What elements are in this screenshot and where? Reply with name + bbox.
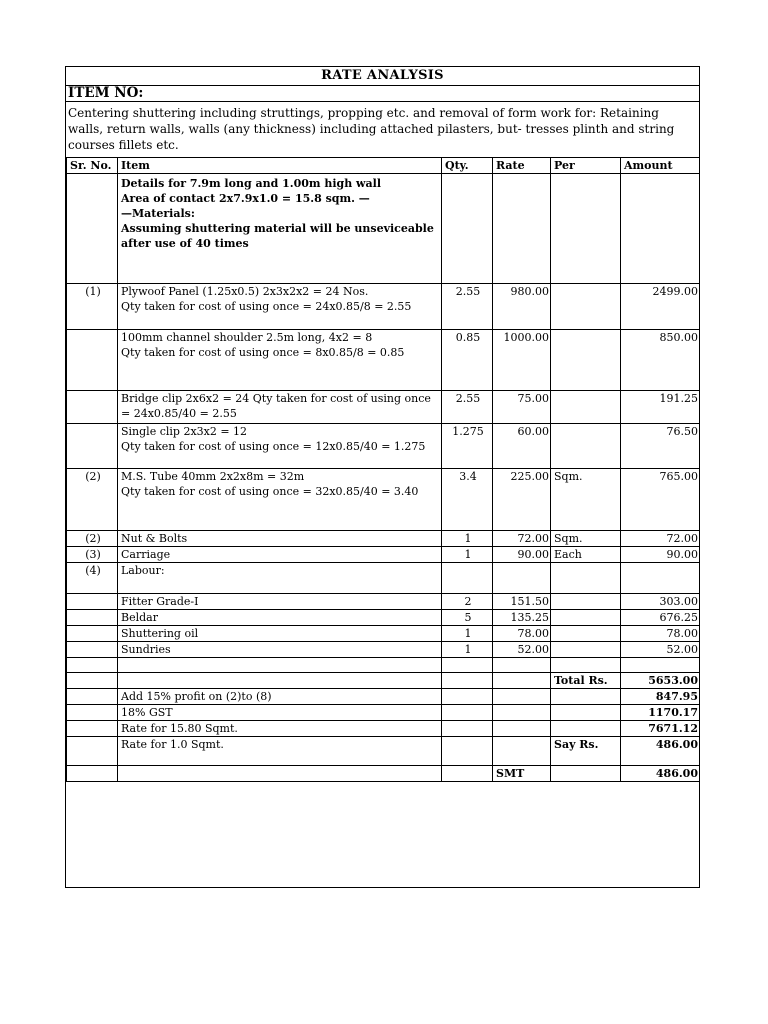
row-per: Each <box>551 547 621 563</box>
row-sr <box>67 330 118 391</box>
row-qty: 1 <box>442 547 493 563</box>
row-item: Bridge clip 2x6x2 = 24 Qty taken for cost of using once = 24x0.85/40 = 2.55 <box>118 391 442 424</box>
header-qty: Qty. <box>442 158 493 174</box>
labour-item: Beldar <box>118 610 442 626</box>
row-qty: 1.275 <box>442 424 493 469</box>
header-item: Item <box>118 158 442 174</box>
row-rate: 90.00 <box>493 547 551 563</box>
row-item: Single clip 2x3x2 = 12 Qty taken for cost of using once = 12x0.85/40 = 1.275 <box>118 424 442 469</box>
labour-qty: 1 <box>442 626 493 642</box>
row-item: 100mm channel shoulder 2.5m long, 4x2 = 8 Qty taken for cost of using once = 8x0.85/8 = 0.85 <box>118 330 442 391</box>
say-label: Say Rs. <box>551 737 621 766</box>
labour-rate: 78.00 <box>493 626 551 642</box>
gst-value: 1170.17 <box>621 705 700 721</box>
rate-15-80-row <box>67 721 700 737</box>
row-amount: 765.00 <box>621 469 700 531</box>
smt-value: 486.00 <box>621 766 700 782</box>
item-no-label: ITEM NO: <box>66 85 699 102</box>
row-amount: 90.00 <box>621 547 700 563</box>
row-rate: 225.00 <box>493 469 551 531</box>
total-row <box>67 673 700 689</box>
labour-rate: 135.25 <box>493 610 551 626</box>
details-line: Assuming shuttering material will be unseviceable after use of 40 times <box>121 222 434 250</box>
row-item: Labour: <box>118 563 442 594</box>
labour-qty: 2 <box>442 594 493 610</box>
row-per <box>551 284 621 330</box>
labour-qty: 1 <box>442 642 493 658</box>
row-sr: (2) <box>67 531 118 547</box>
labour-qty: 5 <box>442 610 493 626</box>
details-line: Details for 7.9m long and 1.00m high wall <box>121 177 382 190</box>
row-sr: (3) <box>67 547 118 563</box>
row-per <box>551 391 621 424</box>
labour-amount: 78.00 <box>621 626 700 642</box>
smt-label: SMT <box>493 766 551 782</box>
row-per: Sqm. <box>551 469 621 531</box>
row-sr: (1) <box>67 284 118 330</box>
row-sr: (4) <box>67 563 118 594</box>
table-row <box>67 469 700 531</box>
row-amount: 191.25 <box>621 391 700 424</box>
labour-row <box>67 626 700 642</box>
total-value: 5653.00 <box>621 673 700 689</box>
header-per: Per <box>551 158 621 174</box>
row-rate: 75.00 <box>493 391 551 424</box>
profit-label: Add 15% profit on (2)to (8) <box>118 689 442 705</box>
row-amount: 72.00 <box>621 531 700 547</box>
details-cell <box>118 174 442 284</box>
item-description: Centering shuttering including struttings, propping etc. and removal of form work for: Retaining walls, return walls, walls (any thickness) including attached pilasters, but- tresses plinth and string courses fillets etc. <box>66 103 699 158</box>
labour-item: Shuttering oil <box>118 626 442 642</box>
table-row <box>67 547 700 563</box>
row-rate: 72.00 <box>493 531 551 547</box>
row-qty: 0.85 <box>442 330 493 391</box>
row-amount: 850.00 <box>621 330 700 391</box>
details-line: —Materials: <box>121 207 195 220</box>
row-amount: 76.50 <box>621 424 700 469</box>
table-row <box>67 563 700 594</box>
row-item: M.S. Tube 40mm 2x2x8m = 32m Qty taken for cost of using once = 32x0.85/40 = 3.40 <box>118 469 442 531</box>
details-row <box>67 174 700 284</box>
rate-15-80-value: 7671.12 <box>621 721 700 737</box>
labour-row <box>67 610 700 626</box>
row-qty: 2.55 <box>442 391 493 424</box>
rate-1-row <box>67 737 700 766</box>
row-item: Nut & Bolts <box>118 531 442 547</box>
table-row <box>67 424 700 469</box>
row-per: Sqm. <box>551 531 621 547</box>
profit-row <box>67 689 700 705</box>
row-sr <box>67 424 118 469</box>
header-sr: Sr. No. <box>67 158 118 174</box>
row-per <box>551 424 621 469</box>
row-per <box>551 330 621 391</box>
labour-rate: 52.00 <box>493 642 551 658</box>
row-item: Carriage <box>118 547 442 563</box>
document-title: RATE ANALYSIS <box>66 67 699 86</box>
header-rate: Rate <box>493 158 551 174</box>
row-rate: 980.00 <box>493 284 551 330</box>
total-label: Total Rs. <box>551 673 621 689</box>
row-qty: 3.4 <box>442 469 493 531</box>
details-line: Area of contact 2x7.9x1.0 = 15.8 sqm. — <box>121 192 370 205</box>
labour-amount: 676.25 <box>621 610 700 626</box>
labour-item: Sundries <box>118 642 442 658</box>
rate-table <box>66 158 700 782</box>
row-qty: 1 <box>442 531 493 547</box>
blank-row <box>67 658 700 673</box>
rate-1-value: 486.00 <box>621 737 700 766</box>
table-header-row <box>67 158 700 174</box>
gst-label: 18% GST <box>118 705 442 721</box>
table-row <box>67 531 700 547</box>
labour-row <box>67 642 700 658</box>
rate-analysis-sheet <box>65 66 700 888</box>
table-row <box>67 284 700 330</box>
profit-value: 847.95 <box>621 689 700 705</box>
row-amount: 2499.00 <box>621 284 700 330</box>
row-qty: 2.55 <box>442 284 493 330</box>
row-sr <box>67 391 118 424</box>
labour-amount: 303.00 <box>621 594 700 610</box>
smt-row <box>67 766 700 782</box>
row-item: Plywoof Panel (1.25x0.5) 2x3x2x2 = 24 Nos. Qty taken for cost of using once = 24x0.85/8 = 2.55 <box>118 284 442 330</box>
labour-rate: 151.50 <box>493 594 551 610</box>
row-rate: 60.00 <box>493 424 551 469</box>
row-sr: (2) <box>67 469 118 531</box>
labour-item: Fitter Grade-I <box>118 594 442 610</box>
gst-row <box>67 705 700 721</box>
table-row <box>67 391 700 424</box>
table-row <box>67 330 700 391</box>
labour-amount: 52.00 <box>621 642 700 658</box>
rate-15-80-label: Rate for 15.80 Sqmt. <box>118 721 442 737</box>
rate-1-label: Rate for 1.0 Sqmt. <box>118 737 442 766</box>
header-amount: Amount <box>621 158 700 174</box>
row-rate: 1000.00 <box>493 330 551 391</box>
labour-row <box>67 594 700 610</box>
